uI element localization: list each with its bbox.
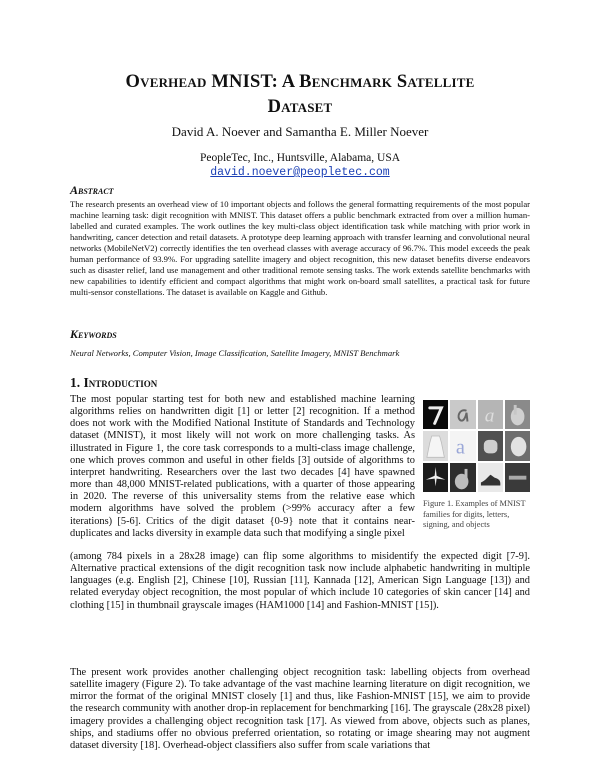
hand-sign-icon (505, 400, 530, 429)
letter-a-serif-icon (450, 431, 475, 460)
figure-tile-letter-a (450, 431, 475, 460)
figure-1-caption: Figure 1. Examples of MNIST families for digits, letters, signing, and objects (423, 499, 526, 529)
figure-tile-fist (478, 431, 503, 460)
letter-a-bold-icon (478, 400, 503, 429)
figure-tile-digit (423, 400, 448, 429)
introduction-heading: 1. Introduction (70, 375, 158, 390)
title-line-1: Overhead MNIST: A Benchmark Satellite (125, 72, 475, 92)
digit-seven-icon (423, 400, 448, 429)
intro-paragraph-2: The present work provides another challenging object recognition task: labelling objects from overhead satellite imagery (Figure 2). To take advantage of the vast machine learning literature on digit recognition, we mirror the format of the original MNIST closely [1] and thus, like Fashion-MNIST [15], we aim to provide the research community with another drop-in replacement for benchmarking [16]. The grayscale (28x28 pixel) imagery provides a challenging object recognition task [17]. As viewed from above, objects such as planes, ships, and stadiums offer no obvious preferred orientation, so rotating or image shearing may not augment dataset diversity [18]. Overhead-object classifiers also suffer from scale variations that (70, 667, 530, 751)
author-email-link[interactable]: david.noever@peopletec.com (210, 166, 390, 179)
keywords-heading: Keywords (70, 327, 117, 341)
svg-text:a: a (456, 436, 466, 459)
figure-tile-sign-3 (450, 463, 475, 492)
figure-tile-dress (423, 431, 448, 460)
affiliation: PeopleTec, Inc., Huntsville, Alabama, USA (199, 152, 401, 164)
figure-tile-ship (505, 463, 530, 492)
svg-text:a: a (484, 405, 495, 427)
letter-a-script-icon (450, 400, 475, 429)
airplane-icon (423, 463, 448, 492)
ship-overhead-icon (505, 463, 530, 492)
authors: David A. Noever and Samantha E. Miller Noever (171, 124, 429, 139)
hand-sign-open-icon (505, 431, 530, 460)
intro-paragraph-1-continued: (among 784 pixels in a 28x28 image) can flip some algorithms to misidentify the expected digit [7-9]. Alternative practical extensions of the digit recognition task now include alphabetic handwriting in multiple languages (e.g. English [2], Chinese [10], Russian [11], Kannada [12], American Sign Language [13]) and related everyday object recognition, the most popular of which include 10 categories of skin cancer [14] and clothing [15] in thumbnail grayscale images (HAM1000 [14] and Fashion-MNIST [15]). (70, 551, 530, 611)
figure-tile-shoe (478, 463, 503, 492)
figure-tile-sign-2 (505, 431, 530, 460)
keywords-text: Neural Networks, Computer Vision, Image Classification, Satellite Imagery, MNIST Benchmark (70, 348, 400, 358)
figure-tile-letter-bold (478, 400, 503, 429)
figure-1-image-grid (423, 400, 530, 492)
figure-tile-plane (423, 463, 448, 492)
figure-tile-letter-script (450, 400, 475, 429)
abstract-heading: Abstract (70, 183, 114, 197)
shoe-icon (478, 463, 503, 492)
figure-tile-hand-sign (505, 400, 530, 429)
paper-title (60, 70, 540, 120)
title-line-2: Dataset (267, 97, 333, 117)
abstract-text: The research presents an overhead view of 10 important objects and follows the general formatting requirements of the most popular machine learning task: digit recognition with MNIST. This dataset offers a public benchmark extracted from over a million human-labelled and curated examples. The work outlines the key multi-class object identification task while matching with prior work in handwriting, cancer detection and retail datasets. A prototype deep learning approach with transfer learning and convolutional neural networks (MobileNetV2) correctly identifies the ten overhead classes with average accuracy of 96.7%. This model exceeds the peak human performance of 93.9%. For upgrading satellite imagery and object recognition, this new dataset benefits diverse endeavors such as disaster relief, land use management and other traditional remote sensing tasks. The work extends satellite benchmarks with new capabilities to identify efficient and compact algorithms that might work on-board small satellites, a practical task for future multi-sensor constellations. The dataset is available on Kaggle and Github. (70, 199, 530, 297)
intro-paragraph-1: The most popular starting test for both new and established machine learning algorithms relies on handwritten digit [1] or letter [2] recognition. If a method does not work with the Modified National Institute of Standards and Technology dataset (MNIST), it most likely will not work on more challenging tasks. As illustrated in Figure 1, the core task corresponds to a multi-class image challenge, one which proves common and useful in other fields [3] outside of algorithms to interpret handwriting. Researchers over the last two decades [4] have spawned more than 48,000 MNIST-related publications, with a quarter of those appearing in 2020. The reverse of this universality stems from the relative ease which modern algorithms have solved the problem (>99% accuracy after a few iterations) [5-6]. Critics of the digit dataset {0-9} note that it contains near-duplicates and lacks diversity in example data such that modifying a single pixel (70, 394, 415, 539)
fist-sign-icon (478, 431, 503, 460)
dress-icon (423, 431, 448, 460)
hand-sign-point-icon (450, 463, 475, 492)
